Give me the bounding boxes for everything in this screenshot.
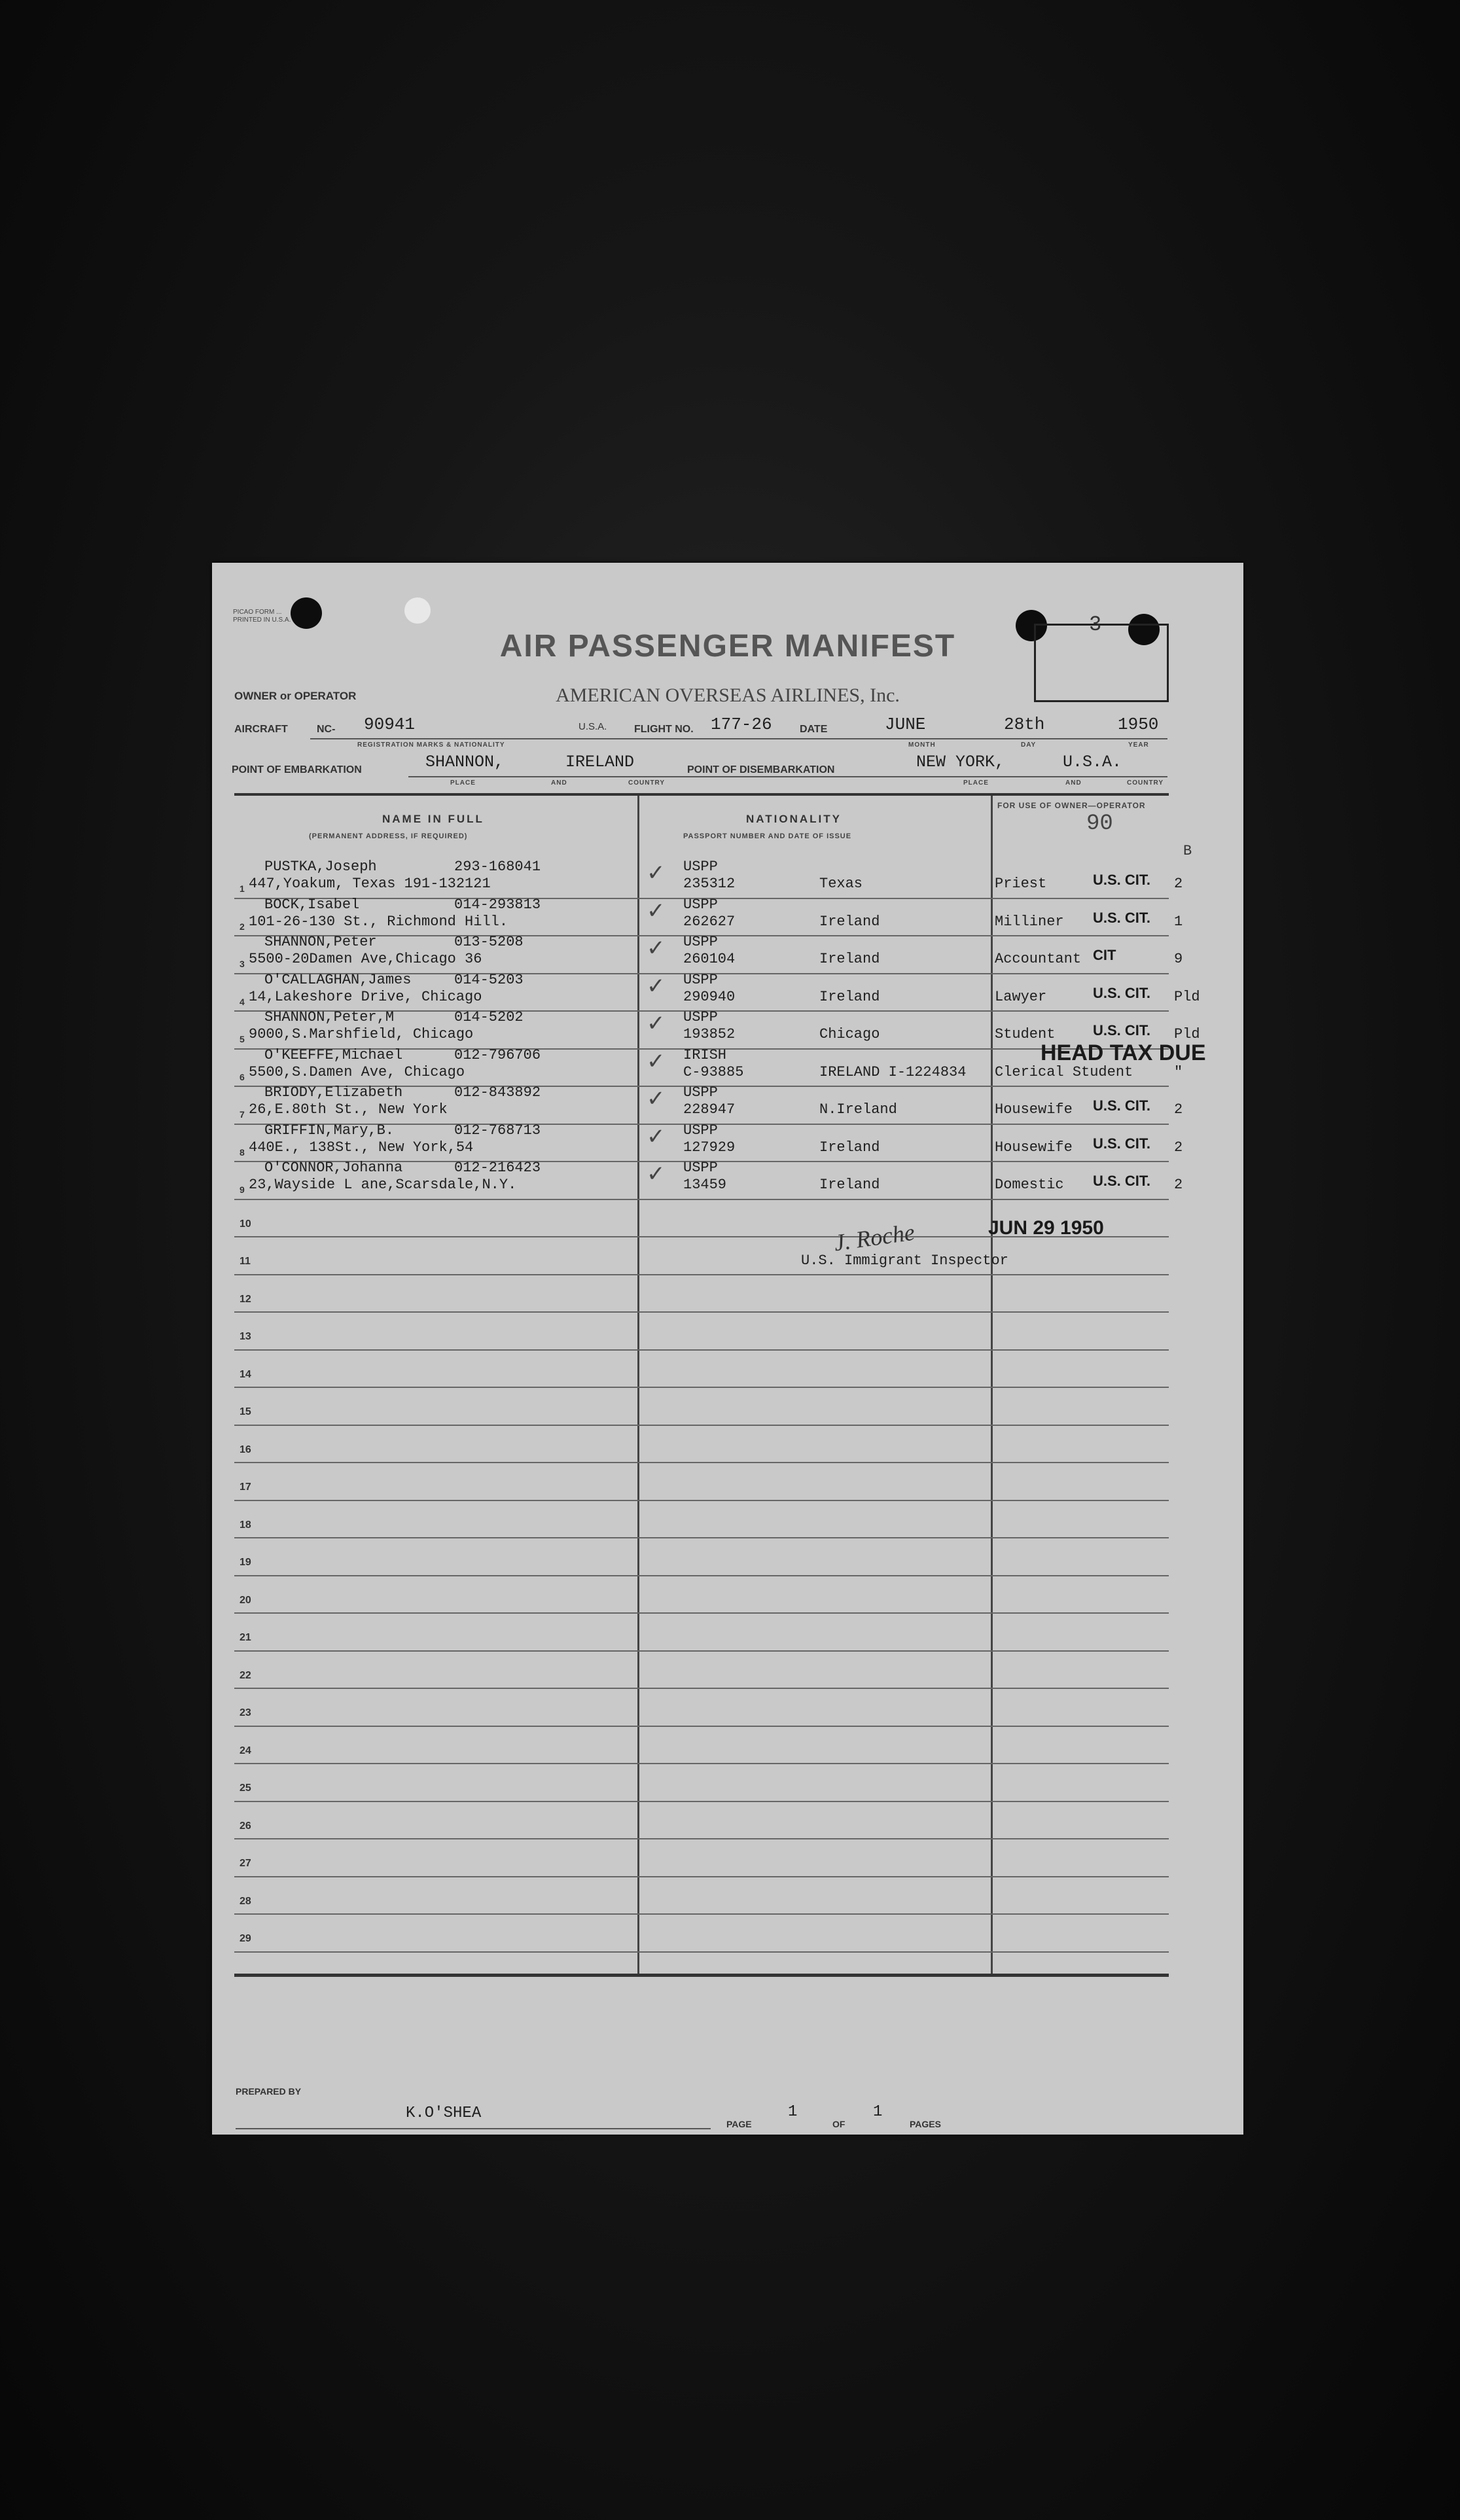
- owner-box-mark: 3: [1089, 612, 1102, 637]
- owner-column-title: FOR USE OF OWNER—OPERATOR: [997, 801, 1146, 810]
- row-number: 20: [240, 1594, 251, 1606]
- passport-type: USPP: [683, 859, 718, 875]
- passport-type: USPP: [683, 1122, 718, 1139]
- status-code: 2: [1174, 1139, 1183, 1156]
- status-code: 2: [1174, 1101, 1183, 1118]
- table-bottom-rule: [234, 1974, 1169, 1977]
- passenger-name: SHANNON,Peter,M: [264, 1009, 395, 1025]
- row-number: 23: [240, 1707, 251, 1718]
- row-rule: [234, 1688, 1169, 1689]
- passport-type: USPP: [683, 934, 718, 950]
- passenger-name: O'CALLAGHAN,James: [264, 971, 412, 988]
- usa-label: U.S.A.: [579, 721, 607, 732]
- passenger-address: 5500,S.Damen Ave, Chicago: [249, 1063, 465, 1080]
- row-number: 4: [240, 996, 245, 1007]
- status-code: ": [1174, 1063, 1183, 1080]
- citizenship-stamp: U.S. CIT.: [1093, 1022, 1151, 1038]
- disembark-country: U.S.A.: [1063, 753, 1122, 772]
- check-icon: ✓: [647, 1124, 666, 1149]
- passenger-address: 101-26-130 St., Richmond Hill.: [249, 913, 508, 930]
- passport-issued: Ireland: [819, 913, 880, 930]
- occupation: Student: [995, 1026, 1056, 1042]
- citizenship-stamp: U.S. CIT.: [1093, 984, 1151, 1001]
- month-label: MONTH: [908, 741, 936, 749]
- row-number: 27: [240, 1858, 251, 1869]
- check-icon: ✓: [647, 1086, 666, 1111]
- flight-year: 1950: [1118, 715, 1159, 734]
- row-rule: [234, 1951, 1169, 1953]
- passenger-address: 9000,S.Marshfield, Chicago: [249, 1026, 474, 1042]
- row-number: 11: [240, 1256, 251, 1267]
- passport-type: USPP: [683, 971, 718, 988]
- name-column-title: NAME IN FULL: [382, 813, 484, 825]
- place-label: PLACE: [450, 779, 476, 787]
- row-rule: [234, 1349, 1169, 1351]
- owner-column-mark-b: B: [1183, 843, 1192, 859]
- punch-hole: [404, 597, 431, 624]
- prepared-label: PREPARED BY: [236, 2086, 302, 2097]
- reg-marks-label: REGISTRATION MARKS & NATIONALITY: [357, 741, 505, 749]
- passport-type: USPP: [683, 896, 718, 913]
- row-rule: [234, 1876, 1169, 1877]
- passport-number: 235312: [683, 876, 736, 892]
- nationality-column-sub: PASSPORT NUMBER AND DATE OF ISSUE: [683, 832, 852, 840]
- inspector-signature: J. Roche: [832, 1218, 917, 1256]
- row-number: 6: [240, 1071, 245, 1082]
- check-icon: ✓: [647, 898, 666, 923]
- passenger-address: 23,Wayside L ane,Scarsdale,N.Y.: [249, 1177, 517, 1193]
- row-number: 21: [240, 1632, 251, 1643]
- row-rule: [234, 1763, 1169, 1764]
- passenger-id: 012-768713: [454, 1122, 541, 1139]
- row-rule: [234, 1462, 1169, 1463]
- passenger-address: 26,E.80th St., New York: [249, 1101, 448, 1118]
- table-top-rule: [234, 793, 1169, 796]
- citizenship-stamp: HEAD TAX DUE: [1041, 1040, 1206, 1065]
- occupation: Housewife: [995, 1101, 1073, 1118]
- printer-note: PICAO FORM ... PRINTED IN U.S.A.: [233, 609, 291, 624]
- and-label: AND: [551, 779, 567, 787]
- passenger-id: 012-216423: [454, 1160, 541, 1176]
- date-label: DATE: [800, 724, 828, 735]
- row-rule: [234, 1575, 1169, 1576]
- citizenship-stamp: U.S. CIT.: [1093, 1097, 1151, 1114]
- manifest-page: [212, 563, 1243, 2135]
- row-rule: [234, 1801, 1169, 1802]
- flight-label: FLIGHT NO.: [634, 724, 694, 735]
- pages-label: PAGES: [910, 2119, 941, 2129]
- passport-number: 193852: [683, 1026, 736, 1042]
- passenger-name: SHANNON,Peter: [264, 934, 377, 950]
- row-rule: [234, 1726, 1169, 1727]
- passport-issued: Ireland: [819, 1177, 880, 1193]
- aircraft-prefix: NC-: [317, 724, 336, 735]
- of-label: OF: [832, 2119, 846, 2129]
- passport-number: 262627: [683, 913, 736, 930]
- status-code: 2: [1174, 876, 1183, 892]
- occupation: Accountant: [995, 951, 1082, 967]
- passenger-name: BRIODY,Elizabeth: [264, 1084, 403, 1101]
- check-icon: ✓: [647, 973, 666, 999]
- check-icon: ✓: [647, 861, 666, 885]
- row-number: 15: [240, 1406, 251, 1417]
- row-rule: [234, 1650, 1169, 1652]
- passport-number: 290940: [683, 988, 736, 1005]
- row-number: 13: [240, 1331, 251, 1342]
- and-label: AND: [1065, 779, 1082, 787]
- passport-number: 127929: [683, 1139, 736, 1156]
- passport-issued: N.Ireland: [819, 1101, 897, 1118]
- row-number: 19: [240, 1557, 251, 1568]
- passport-number: 13459: [683, 1177, 727, 1193]
- citizenship-stamp: U.S. CIT.: [1093, 1135, 1151, 1152]
- passenger-name: BOCK,Isabel: [264, 896, 360, 913]
- status-code: 9: [1174, 951, 1183, 967]
- disembark-place: NEW YORK,: [916, 753, 1005, 772]
- aircraft-label: AIRCRAFT: [234, 724, 288, 735]
- row-number: 9: [240, 1184, 245, 1195]
- citizenship-stamp: U.S. CIT.: [1093, 909, 1151, 926]
- page-total: 1: [873, 2103, 883, 2121]
- name-column-sub: (PERMANENT ADDRESS, IF REQUIRED): [309, 832, 468, 840]
- row-number: 17: [240, 1482, 251, 1493]
- row-rule: [234, 1838, 1169, 1839]
- row-number: 28: [240, 1895, 251, 1907]
- passenger-id: 012-843892: [454, 1084, 541, 1101]
- embark-label: POINT OF EMBARKATION: [232, 764, 362, 775]
- divider: [236, 2128, 711, 2129]
- passenger-id: 013-5208: [454, 934, 524, 950]
- row-number: 3: [240, 959, 245, 969]
- row-rule: [234, 1387, 1169, 1388]
- check-icon: ✓: [647, 1162, 666, 1186]
- passport-type: USPP: [683, 1009, 718, 1025]
- row-number: 18: [240, 1519, 251, 1531]
- year-label: YEAR: [1128, 741, 1149, 749]
- owner-column-mark: 90: [1086, 811, 1113, 836]
- row-rule: [234, 1537, 1169, 1538]
- day-label: DAY: [1021, 741, 1037, 749]
- passport-issued: Chicago: [819, 1026, 880, 1042]
- inspection-date-stamp: JUN 29 1950: [988, 1217, 1104, 1239]
- row-number: 1: [240, 883, 245, 894]
- punch-hole: [291, 597, 322, 629]
- occupation: Lawyer: [995, 988, 1047, 1005]
- passenger-name: O'KEEFFE,Michael: [264, 1046, 403, 1063]
- passport-number: 228947: [683, 1101, 736, 1118]
- passport-number: C-93885: [683, 1063, 744, 1080]
- row-number: 25: [240, 1783, 251, 1794]
- country-label: COUNTRY: [628, 779, 666, 787]
- manifest-title: AIR PASSENGER MANIFEST: [499, 629, 956, 664]
- check-icon: ✓: [647, 936, 666, 961]
- status-code: 2: [1174, 1177, 1183, 1193]
- row-number: 2: [240, 921, 245, 932]
- passport-type: USPP: [683, 1084, 718, 1101]
- place-label: PLACE: [963, 779, 989, 787]
- row-number: 24: [240, 1745, 251, 1756]
- passenger-address: 5500-20Damen Ave,Chicago 36: [249, 951, 482, 967]
- owner-label: OWNER or OPERATOR: [234, 690, 357, 702]
- status-code: Pld: [1174, 1026, 1200, 1042]
- passport-issued: Ireland: [819, 1139, 880, 1156]
- row-number: 10: [240, 1218, 251, 1230]
- country-label: COUNTRY: [1127, 779, 1164, 787]
- passenger-address: 447,Yoakum, Texas 191-132121: [249, 876, 491, 892]
- passenger-id: 012-796706: [454, 1046, 541, 1063]
- row-rule: [234, 1500, 1169, 1501]
- row-rule: [234, 1612, 1169, 1614]
- passenger-name: GRIFFIN,Mary,B.: [264, 1122, 395, 1139]
- check-icon: ✓: [647, 1048, 666, 1074]
- passenger-id: 014-5202: [454, 1009, 524, 1025]
- passenger-id: 014-293813: [454, 896, 541, 913]
- prepared-by: K.O'SHEA: [406, 2104, 482, 2122]
- passenger-name: O'CONNOR,Johanna: [264, 1160, 403, 1176]
- row-rule: [234, 1274, 1169, 1275]
- embark-place: SHANNON,: [425, 753, 505, 772]
- passenger-name: PUSTKA,Joseph: [264, 859, 377, 875]
- status-code: 1: [1174, 913, 1183, 930]
- page-label: PAGE: [726, 2119, 752, 2129]
- row-number: 7: [240, 1109, 245, 1120]
- divider: [310, 738, 1167, 739]
- passport-issued: IRELAND I-1224834: [819, 1063, 967, 1080]
- flight-day: 28th: [1004, 715, 1045, 734]
- disembark-label: POINT OF DISEMBARKATION: [687, 764, 835, 775]
- occupation: Priest: [995, 876, 1047, 892]
- row-number: 8: [240, 1146, 245, 1158]
- passenger-address: 440E., 138St., New York,54: [249, 1139, 474, 1156]
- citizenship-stamp: U.S. CIT.: [1093, 872, 1151, 888]
- flight-number: 177-26: [711, 715, 772, 734]
- row-number: 5: [240, 1034, 245, 1044]
- nationality-column-title: NATIONALITY: [746, 813, 842, 825]
- row-rule: [234, 1425, 1169, 1426]
- inspector-title: U.S. Immigrant Inspector: [801, 1252, 1008, 1269]
- passport-type: USPP: [683, 1160, 718, 1176]
- passenger-id: 014-5203: [454, 971, 524, 988]
- passport-issued: Texas: [819, 876, 863, 892]
- row-rule: [234, 1199, 1169, 1200]
- embark-country: IRELAND: [565, 753, 635, 772]
- passport-number: 260104: [683, 951, 736, 967]
- status-code: Pld: [1174, 988, 1200, 1005]
- occupation: Clerical Student: [995, 1063, 1133, 1080]
- flight-month: JUNE: [885, 715, 926, 734]
- occupation: Housewife: [995, 1139, 1073, 1156]
- divider: [408, 776, 1167, 777]
- page-number: 1: [788, 2103, 798, 2121]
- row-number: 26: [240, 1820, 251, 1832]
- row-rule: [234, 1913, 1169, 1915]
- row-number: 29: [240, 1933, 251, 1944]
- passport-type: IRISH: [683, 1046, 727, 1063]
- row-number: 14: [240, 1368, 251, 1380]
- passenger-id: 293-168041: [454, 859, 541, 875]
- occupation: Domestic: [995, 1177, 1064, 1193]
- check-icon: ✓: [647, 1011, 666, 1036]
- row-number: 16: [240, 1444, 251, 1455]
- row-number: 22: [240, 1669, 251, 1681]
- airline-name: AMERICAN OVERSEAS AIRLINES, Inc.: [556, 684, 900, 706]
- row-number: 12: [240, 1293, 251, 1305]
- citizenship-stamp: CIT: [1093, 947, 1116, 963]
- passport-issued: Ireland: [819, 988, 880, 1005]
- occupation: Milliner: [995, 913, 1064, 930]
- passport-issued: Ireland: [819, 951, 880, 967]
- row-rule: [234, 1311, 1169, 1313]
- aircraft-number: 90941: [364, 715, 416, 734]
- passenger-address: 14,Lakeshore Drive, Chicago: [249, 988, 482, 1005]
- citizenship-stamp: U.S. CIT.: [1093, 1173, 1151, 1189]
